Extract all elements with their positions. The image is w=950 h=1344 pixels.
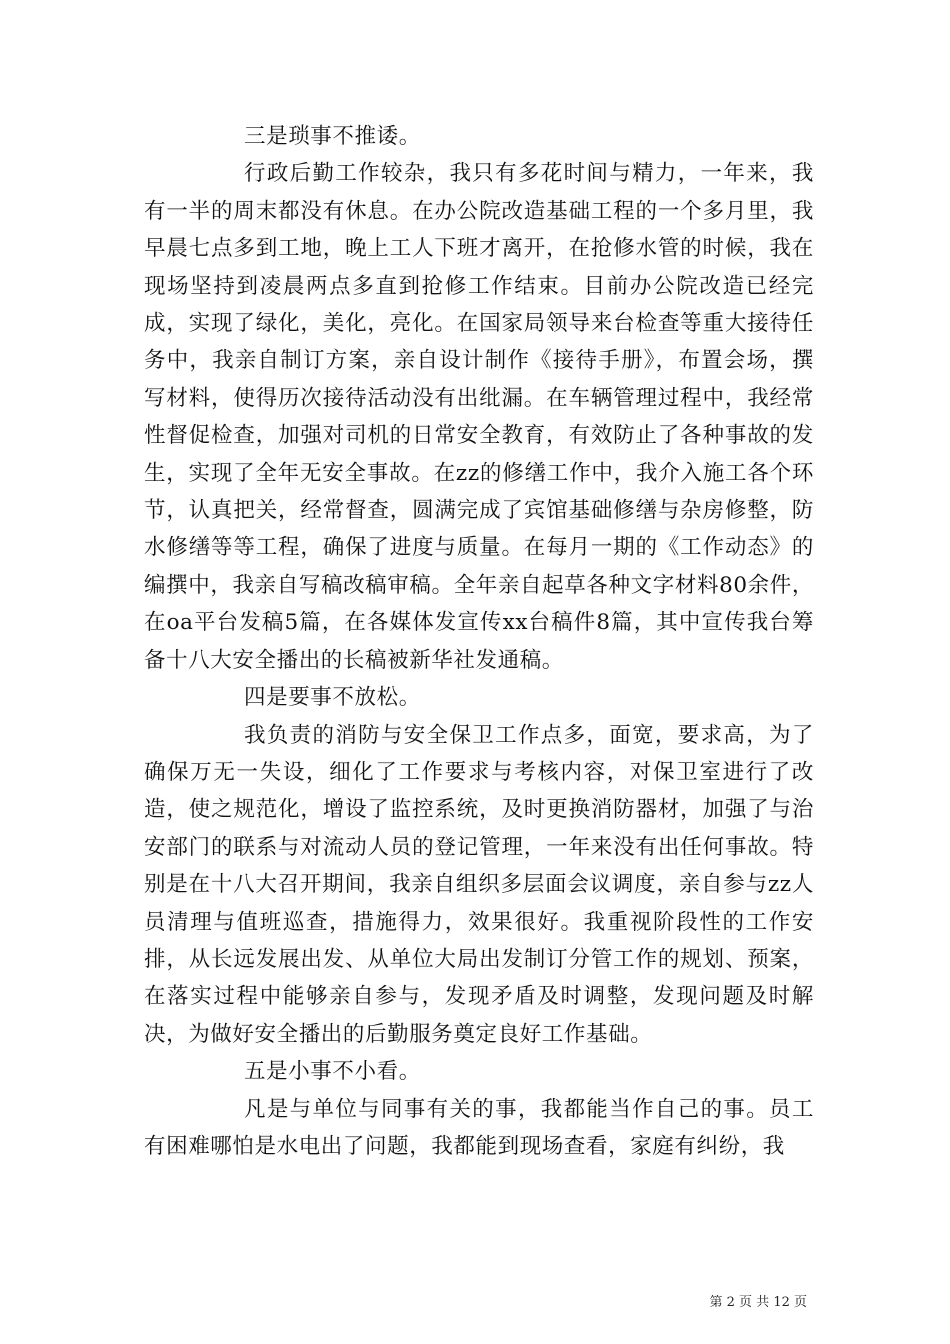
section-heading-4: 四是要事不放松。: [244, 685, 421, 711]
page-number-footer: 第 2 页 共 12 页: [709, 1295, 807, 1310]
section-paragraph-3: 行政后勤工作较杂，我只有多花时间与精力，一年来，我有一半的周末都没有休息。在办公院改造基础工程的一个多月里，我早晨七点多到工地，晚上工人下班才离开，在抢修水管的时候，我在现场坚持到凌晨两点多直到抢修工作结束。目前办公院改造已经完成，实现了绿化，美化，亮化。在国家局领导来台检查等重大接待任务中，我亲自制订方案，亲自设计制作《接待手册》，布置会场，撰写材料，使得历次接待活动没有出纰漏。在车辆管理过程中，我经常性督促检查，加强对司机的日常安全教育，有效防止了各种事故的发生，实现了全年无安全事故。在zz的修缮工作中，我介入施工各个环节，认真把关，经常督查，圆满完成了宾馆基础修缮与杂房修整，防水修缮等等工程，确保了进度与质量。在每月一期的《工作动态》的编撰中，我亲自写稿改稿审稿。全年亲自起草各种文字材料80余件，在oa平台发稿5篇，在各媒体发宣传xx台稿件8篇，其中宣传我台筹备十八大安全播出的长稿被新华社发通稿。: [144, 161, 814, 673]
section-heading-3: 三是琐事不推诿。: [244, 124, 421, 149]
section-paragraph-5: 凡是与单位与同事有关的事，我都能当作自己的事。员工有困难哪怕是水电出了问题，我都能到现场查看，家庭有纠纷，我: [144, 1096, 814, 1159]
section-paragraph-4: 我负责的消防与安全保卫工作点多，面宽，要求高，为了确保万无一失设，细化了工作要求与考核内容，对保卫室进行了改造，使之规范化，增设了监控系统，及时更换消防器材，加强了与治安部门的联系与对流动人员的登记管理，一年来没有出任何事故。特别是在十八大召开期间，我亲自组织多层面会议调度，亲自参与zz人员清理与值班巡查，措施得力，效果很好。我重视阶段性的工作安排，从长远发展出发、从单位大局出发制订分管工作的规划、预案，在落实过程中能够亲自参与，发现矛盾及时调整，发现问题及时解决，为做好安全播出的后勤服务奠定良好工作基础。: [144, 722, 814, 1047]
document-body: [144, 118, 814, 1165]
section-heading-5: 五是小事不小看。: [244, 1059, 421, 1085]
